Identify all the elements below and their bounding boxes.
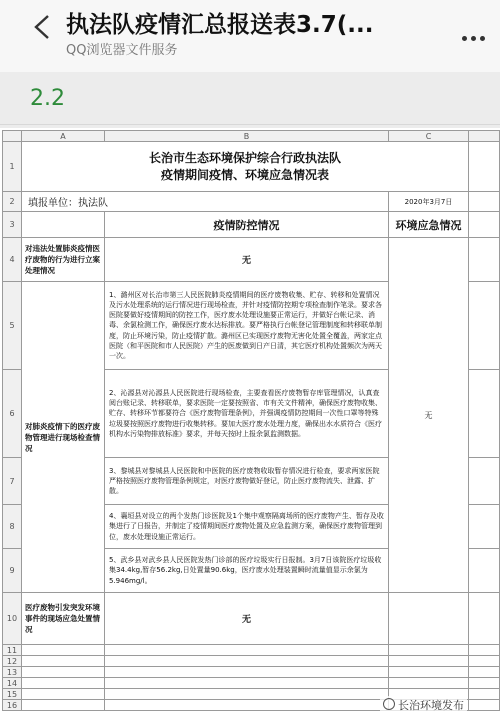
empty-cell[interactable] — [389, 645, 469, 656]
row-number[interactable]: 10 — [3, 593, 22, 645]
empty-cell[interactable] — [469, 667, 500, 678]
column-header-b[interactable]: B — [105, 131, 389, 142]
sheet-title-line2: 疫情期间疫情、环境应急情况表 — [160, 167, 329, 182]
empty-cell[interactable] — [105, 678, 389, 689]
top-bar — [0, 0, 500, 72]
empty-cell[interactable] — [22, 700, 105, 711]
row-value-cell[interactable]: 无 — [105, 238, 389, 282]
row-number[interactable]: 7 — [3, 458, 22, 505]
report-text-cell[interactable]: 3、黎城县对黎城县人民医院和中医院的医疗废物收取暂存情况进行检查，要求两家医院严格按照医疗废物管理条例规定，对医疗废物做好登记，防止医疗废物流失、泄露、扩散。 — [105, 458, 389, 505]
empty-cell[interactable] — [469, 370, 500, 458]
empty-cell[interactable] — [389, 656, 469, 667]
empty-cell[interactable] — [469, 645, 500, 656]
sheet-title-cell[interactable] — [22, 142, 469, 192]
row-number[interactable]: 11 — [3, 645, 22, 656]
row-label-cell[interactable]: 对违法处置肺炎疫情医疗废物的行为进行立案处理情况 — [22, 238, 105, 282]
row-value-cell[interactable]: 无 — [105, 593, 389, 645]
row-number[interactable]: 4 — [3, 238, 22, 282]
watermark-logo-icon — [383, 698, 395, 710]
empty-cell[interactable] — [469, 505, 500, 549]
empty-cell[interactable] — [469, 689, 500, 700]
empty-cell[interactable] — [389, 678, 469, 689]
empty-cell[interactable] — [469, 678, 500, 689]
report-text-cell[interactable]: 2、沁源县对沁源县人民医院进行现场检查，主要查看医疗废物暂存库管理情况，认真查阅台账记录、转移联单，要求医院一定要按照省、市有关文件精神，确保医疗废物收集、贮存、转移环节都要符合《医疗废物管理条例》，并强调疫情防控期间一次性口罩等特殊垃圾要按照医疗废物进行收集转移。要加大医疗废水处理力度，确保出水水质符合《医疗机构水污染物排放标准》要求，并每天按时上报余氯监测数据。 — [105, 370, 389, 458]
report-text-cell[interactable]: 5、武乡县对武乡县人民医院发热门诊部的医疗垃圾实行日报制。3月7日该院医疗垃圾收集34.4kg,暂存56.2kg,日处置量90.6kg，医疗废水处理装置瞬时流量值显示余氯为5.946mg/l。 — [105, 549, 389, 593]
empty-cell[interactable] — [389, 593, 469, 645]
empty-cell[interactable] — [105, 656, 389, 667]
divider — [0, 124, 500, 125]
row-number[interactable]: 5 — [3, 282, 22, 370]
document-title: 执法队疫情汇总报送表3.7(... — [66, 12, 374, 38]
empty-cell[interactable] — [22, 645, 105, 656]
row-number[interactable]: 9 — [3, 549, 22, 593]
empty-cell[interactable] — [105, 700, 389, 711]
page-indicator: 2.2 — [30, 86, 65, 111]
epidemic-control-header[interactable]: 疫情防控情况 — [105, 212, 389, 238]
empty-cell[interactable] — [22, 678, 105, 689]
watermark-text: 长治环境发布 — [398, 699, 464, 712]
row-number[interactable]: 3 — [3, 212, 22, 238]
column-header-c[interactable]: C — [389, 131, 469, 142]
empty-cell[interactable] — [22, 656, 105, 667]
empty-cell[interactable] — [469, 282, 500, 370]
empty-cell[interactable] — [469, 212, 500, 238]
empty-cell[interactable] — [105, 667, 389, 678]
empty-cell[interactable] — [22, 689, 105, 700]
column-header-a[interactable]: A — [22, 131, 105, 142]
back-arrow-icon[interactable] — [30, 14, 56, 40]
empty-cell[interactable] — [469, 593, 500, 645]
empty-cell[interactable] — [469, 458, 500, 505]
empty-cell[interactable] — [105, 689, 389, 700]
environment-emergency-cell[interactable]: 无 — [389, 238, 469, 593]
filler-unit-cell[interactable]: 填报单位：执法队 — [22, 192, 389, 212]
row-number[interactable]: 2 — [3, 192, 22, 212]
spreadsheet-grid — [2, 130, 500, 711]
merged-label-cell[interactable]: 对肺炎疫情下的医疗废物管理进行现场检查情况 — [22, 282, 105, 593]
column-header-empty[interactable] — [469, 131, 500, 142]
empty-cell[interactable] — [469, 192, 500, 212]
report-text-cell[interactable]: 4、襄垣县对设立的两个发热门诊医院及1个集中观察隔离场所的医疗废物产生、暂存及收集进行了日报告，并制定了疫情期间医疗废物处置及应急监测方案，确保医疗废物管理到位，废水处理设施正常运行。 — [105, 505, 389, 549]
row-number[interactable]: 14 — [3, 678, 22, 689]
empty-cell[interactable] — [389, 667, 469, 678]
environment-emergency-header[interactable]: 环境应急情况 — [389, 212, 469, 238]
watermark — [380, 696, 467, 714]
row-number[interactable]: 15 — [3, 689, 22, 700]
empty-header-cell[interactable] — [22, 212, 105, 238]
row-number[interactable]: 8 — [3, 505, 22, 549]
row-number[interactable]: 16 — [3, 700, 22, 711]
empty-cell[interactable] — [469, 142, 500, 192]
report-text-cell[interactable]: 1、潞州区对长治市第三人民医院肺炎疫情期间的医疗废物收集、贮存、转移和处置情况及污水处理系统的运行情况进行现场检查，并针对疫情防控期专项检查制作笔录。要求各医院要做好疫情期间的防控工作，医疗废水处理设施要正常运行，并做好台帐记录、消毒、余氯检测工作，确保医疗废水达标排放。要严格执行台帐登记管理制度和转移联单制度，防止环境污染，防止疫情扩散。潞州区已实现医疗废物无害化处置全覆盖，两家定点医院（和平医院和市人民医院）产生的医废做到日产日清，其它医疗机构处置频次为两天一次。 — [105, 282, 389, 370]
row-number[interactable]: 1 — [3, 142, 22, 192]
row-number[interactable]: 6 — [3, 370, 22, 458]
sheet-title-line1: 长治市生态环境保护综合行政执法队 — [148, 150, 341, 165]
empty-cell[interactable] — [469, 656, 500, 667]
report-date-cell[interactable]: 2020年3月7日 — [389, 192, 469, 212]
row-label-cell[interactable]: 医疗废物引发突发环境事件的现场应急处置情况 — [22, 593, 105, 645]
empty-cell[interactable] — [469, 238, 500, 282]
empty-cell[interactable] — [105, 645, 389, 656]
more-options-icon[interactable] — [462, 26, 489, 45]
empty-cell[interactable] — [22, 667, 105, 678]
row-number[interactable]: 12 — [3, 656, 22, 667]
row-number[interactable]: 13 — [3, 667, 22, 678]
spreadsheet[interactable] — [0, 128, 500, 724]
corner-cell[interactable] — [3, 131, 22, 142]
empty-cell[interactable] — [469, 700, 500, 711]
empty-cell[interactable] — [469, 549, 500, 593]
document-subtitle: QQ浏览器文件服务 — [66, 43, 178, 58]
